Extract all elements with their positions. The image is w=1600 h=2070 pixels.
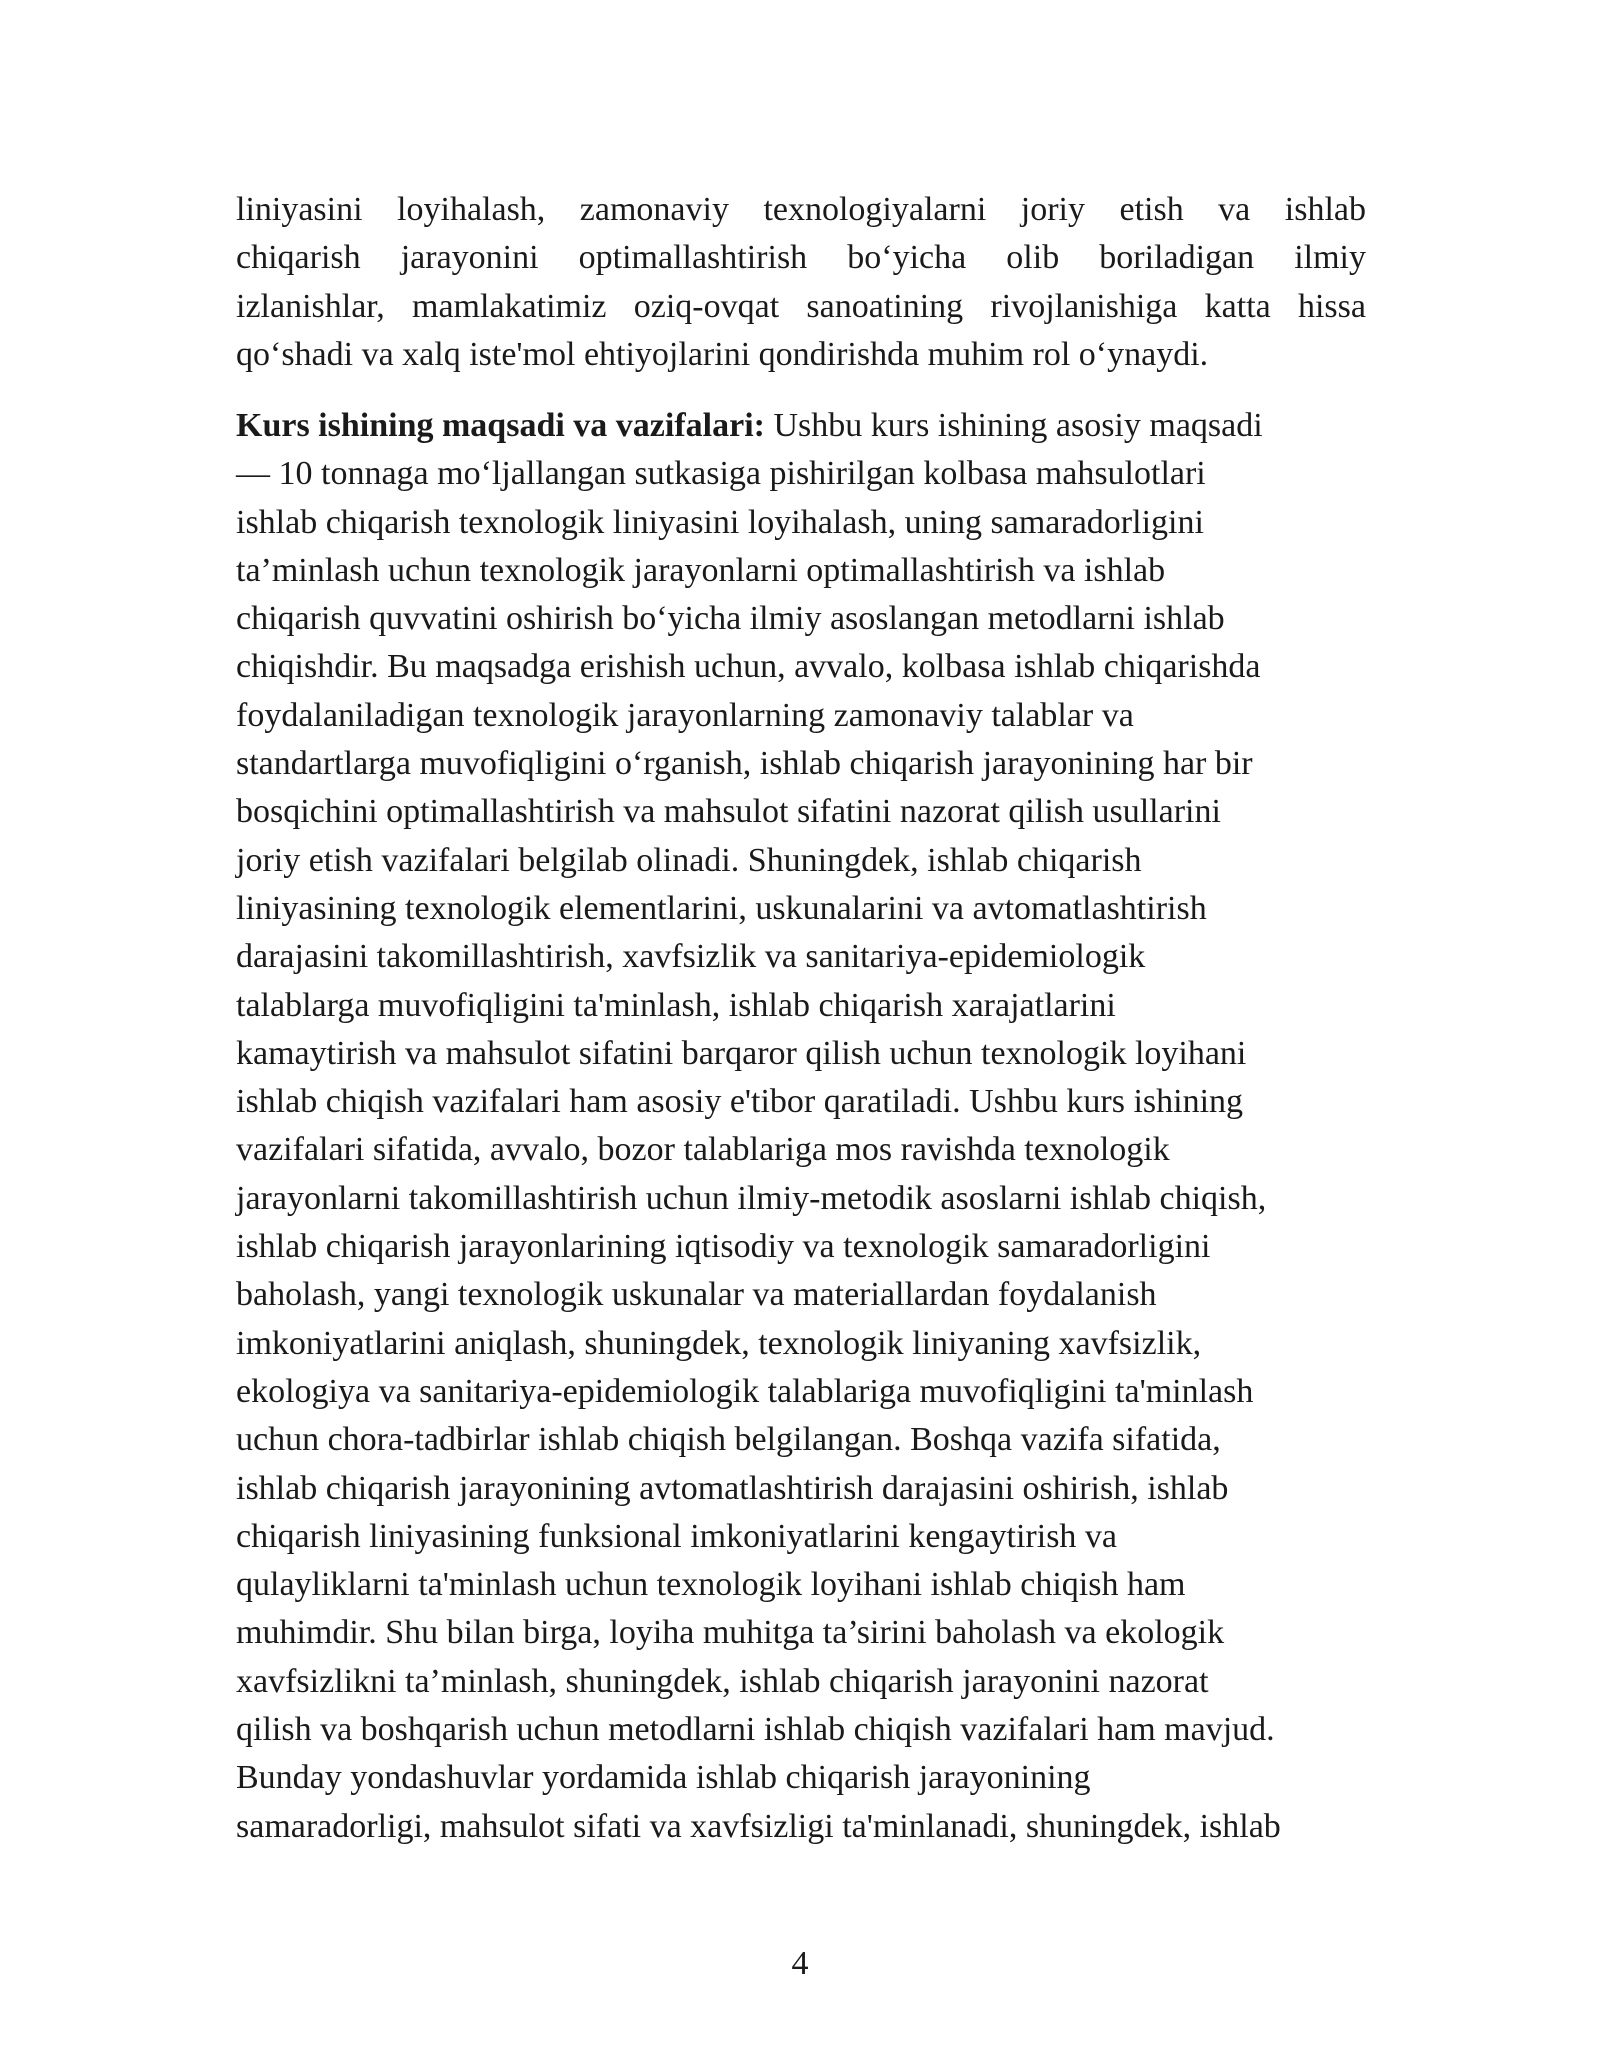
text-line: — 10 tonnaga mo‘ljallangan sutkasiga pishirilgan kolbasa mahsulotlari [236,455,1206,493]
text-line: qo‘shadi va xalq iste'mol ehtiyojlarini qondirishda muhim rol o‘ynaydi. [236,335,1209,373]
text-line: xavfsizlikni ta’minlash, shuningdek, ishlab chiqarish jarayonini nazorat [236,1662,1209,1700]
text-line: chiqishdir. Bu maqsadga erishish uchun, avvalo, kolbasa ishlab chiqarishda [236,648,1261,686]
text-line: ishlab chiqarish texnologik liniyasini loyihalash, uning samaradorligini [236,503,1204,541]
text-line: joriy etish vazifalari belgilab olinadi. Shuningdek, ishlab chiqarish [236,841,1142,879]
paragraph-intro [236,186,1366,379]
text-line: standartlarga muvofiqligini o‘rganish, ishlab chiqarish jarayonining har bir [236,745,1253,783]
first-line-rest: Ushbu kurs ishining asosiy maqsadi [764,407,1263,444]
text-line: talablarga muvofiqligini ta'minlash, ishlab chiqarish xarajatlarini [236,986,1116,1024]
text-line: ishlab chiqarish jarayonlarining iqtisodiy va texnologik samaradorligini [236,1228,1211,1266]
text-line: vazifalari sifatida, avvalo, bozor talablariga mos ravishda texnologik [236,1131,1170,1169]
text-line: chiqarish quvvatini oshirish bo‘yicha ilmiy asoslangan metodlarni ishlab [236,600,1225,638]
text-line: darajasini takomillashtirish, xavfsizlik va sanitariya-epidemiologik [236,938,1146,976]
text-line: ishlab chiqish vazifalari ham asosiy e'tibor qaratiladi. Ushbu kurs ishining [236,1083,1244,1121]
text-line: samaradorligi, mahsulot sifati va xavfsizligi ta'minlanadi, shuningdek, ishlab [236,1807,1281,1845]
text-line: ta’minlash uchun texnologik jarayonlarni optimallashtirish va ishlab [236,551,1166,589]
text-line: jarayonlarni takomillashtirish uchun ilmiy-metodik asoslarni ishlab chiqish, [236,1179,1267,1217]
section-heading: Kurs ishining maqsadi va vazifalari: [236,407,765,444]
text-line: muhimdir. Shu bilan birga, loyiha muhitga ta’sirini baholash va ekologik [236,1614,1225,1652]
text-line: liniyasini loyihalash, zamonaviy texnologiyalarni joriy etish va ishlab [236,191,1366,228]
text-line: ekologiya va sanitariya-epidemiologik talablariga muvofiqligini ta'minlash [236,1372,1254,1410]
text-line: ishlab chiqarish jarayonining avtomatlashtirish darajasini oshirish, ishlab [236,1469,1229,1507]
text-line: baholash, yangi texnologik uskunalar va materiallardan foydalanish [236,1276,1157,1314]
text-line: chiqarish jarayonini optimallashtirish bo‘yicha olib boriladigan ilmiy [236,239,1366,277]
text-line: uchun chora-tadbirlar ishlab chiqish belgilangan. Boshqa vazifa sifatida, [236,1421,1221,1459]
text-line: qilish va boshqarish uchun metodlarni ishlab chiqish vazifalari ham mavjud. [236,1711,1275,1749]
text-line: chiqarish liniyasining funksional imkoniyatlarini kengaytirish va [236,1517,1118,1555]
text-line: imkoniyatlarini aniqlash, shuningdek, texnologik liniyaning xavfsizlik, [236,1324,1202,1362]
text-line: foydalaniladigan texnologik jarayonlarning zamonaviy talablar va [236,696,1134,734]
text-line: qulayliklarni ta'minlash uchun texnologik loyihani ishlab chiqish ham [236,1566,1186,1604]
page-number: 4 [791,1945,809,1982]
text-line-first [236,402,1366,450]
text-line: kamaytirish va mahsulot sifatini barqaror qilish uchun texnologik loyihani [236,1034,1247,1072]
text-line: Bunday yondashuvlar yordamida ishlab chiqarish jarayonining [236,1759,1091,1797]
text-line: liniyasining texnologik elementlarini, uskunalarini va avtomatlashtirish [236,889,1207,927]
text-line: izlanishlar, mamlakatimiz oziq-ovqat sanoatining rivojlanishiga katta hissa [236,287,1366,325]
text-line: bosqichini optimallashtirish va mahsulot sifatini nazorat qilish usullarini [236,793,1221,831]
paragraph-goals-lines [236,450,1366,1851]
paragraph-goals [236,402,1366,1851]
